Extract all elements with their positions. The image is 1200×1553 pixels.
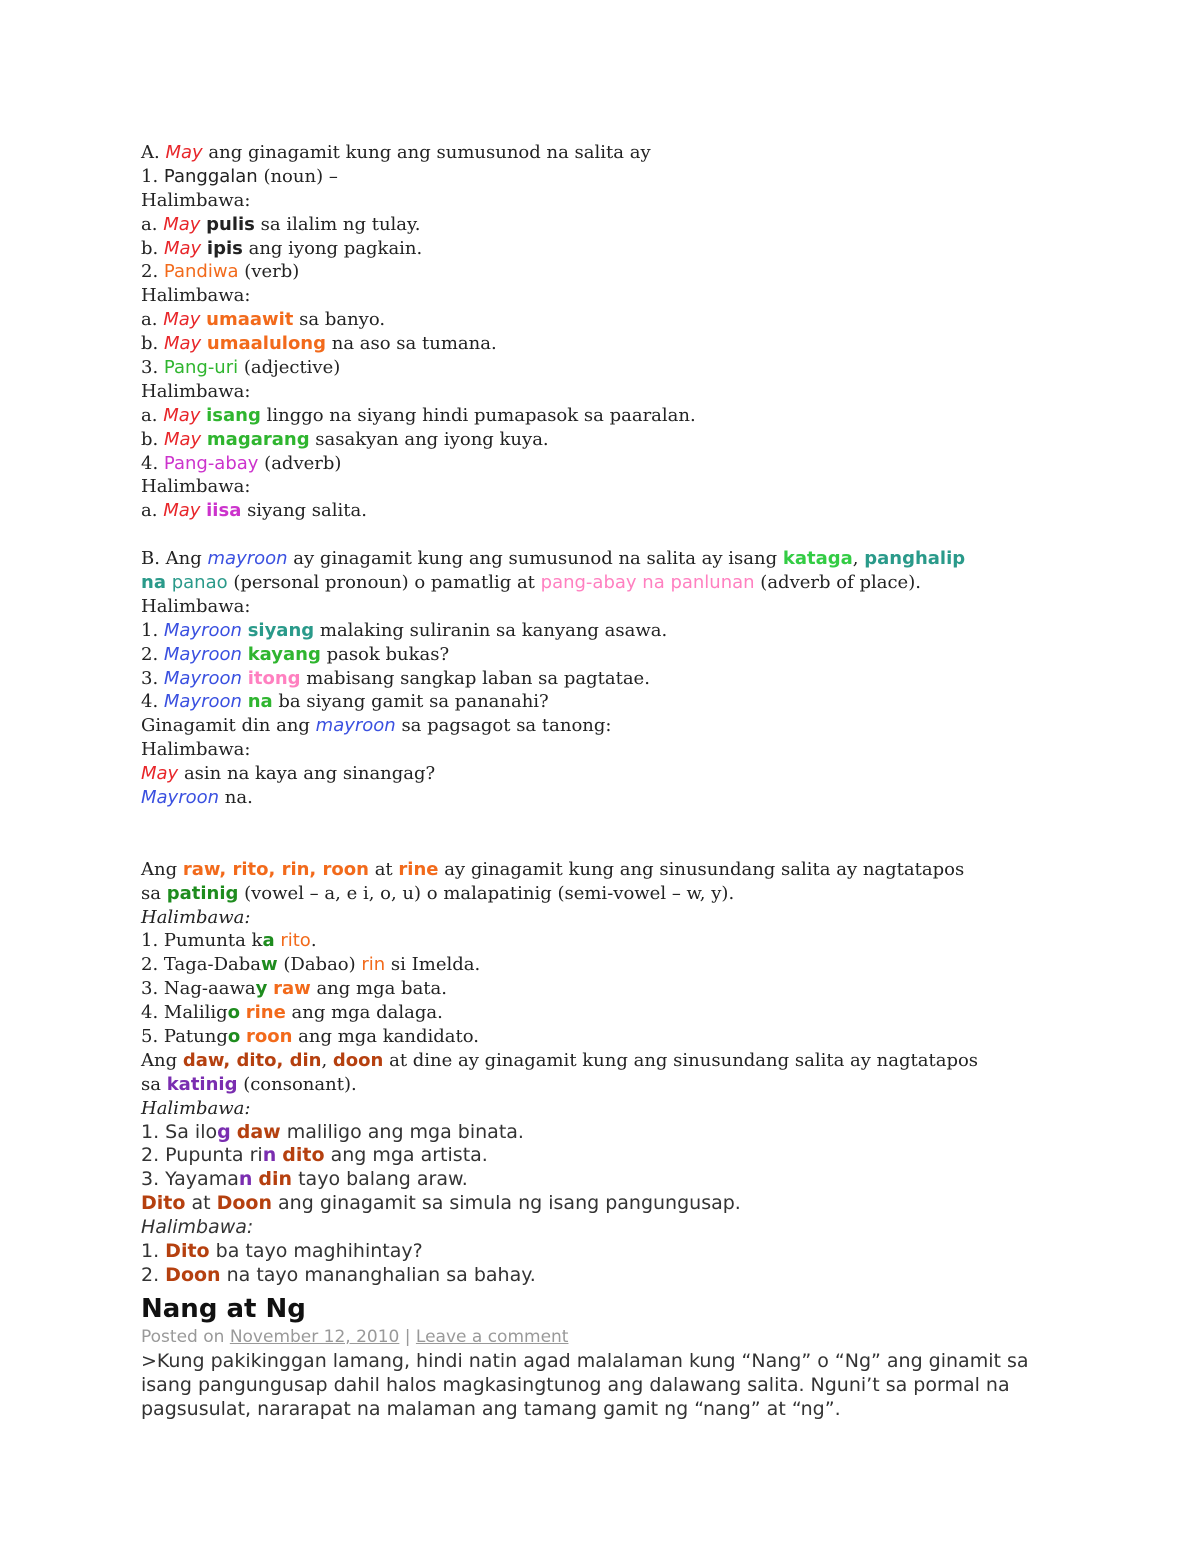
text-run: asin na kaya ang sinangag? (178, 763, 436, 785)
highlighted-word: Dito (165, 1239, 210, 1262)
highlighted-word: o (227, 1025, 241, 1047)
highlighted-word: Mayroon (163, 619, 242, 641)
text-run: 2. Pupunta ri (141, 1144, 263, 1167)
highlighted-word: May (163, 500, 201, 522)
text-line (141, 1001, 1081, 1025)
text-line (141, 1121, 1081, 1145)
text-run: (vowel – a, e i, o, u) o malapatinig (semi-vowel – w, y). (238, 882, 735, 904)
text-run: 3. (141, 667, 164, 689)
highlighted-word: rine (245, 1002, 286, 1024)
highlighted-word: na (247, 691, 273, 713)
text-run: B. Ang (141, 548, 208, 570)
highlighted-word: isang (206, 404, 261, 426)
highlighted-word: Doon (165, 1263, 221, 1286)
text-run: ang mga bata. (310, 978, 447, 1000)
highlighted-word: May (141, 763, 179, 785)
post-body: >Kung pakikinggan lamang, hindi natin agad malalaman kung “Nang” o “Ng” ang ginamit sa isang pangungusap dahil halos magkasingtunog ang dalawang salita. Nguni’t sa pormal na pagsusulat, nararapat na malaman ang tamang gamit ng “nang” at “ng”. (141, 1349, 1029, 1420)
text-line (141, 738, 1081, 762)
text-run: 1. (141, 165, 164, 187)
text-run: sa ilalim ng tulay. (254, 213, 421, 235)
text-run: na aso sa tumana. (326, 333, 497, 355)
text-run: Halimbawa: (141, 1097, 251, 1119)
highlighted-word: mayroon (315, 715, 396, 737)
text-run: 1. (141, 619, 164, 641)
text-run: Halimbawa: (141, 380, 251, 402)
text-run: . (310, 930, 317, 952)
text-line (141, 1168, 1081, 1192)
text-run: a. (141, 213, 164, 235)
highlighted-word: kayang (247, 643, 321, 665)
text-line (141, 714, 1081, 738)
highlighted-word: Dito (141, 1192, 186, 1215)
highlighted-word: o (227, 1002, 240, 1024)
leave-comment-link[interactable]: Leave a comment (415, 1326, 569, 1347)
text-line (141, 1216, 1081, 1240)
text-run: malaking suliranin sa kanyang asawa. (314, 619, 668, 641)
text-run: a. (141, 404, 164, 426)
text-run: at dine ay ginagamit kung ang sinusundang salita ay nagtatapos (383, 1049, 979, 1071)
text-run: 3. Yayama (141, 1168, 239, 1191)
text-line (141, 332, 1081, 356)
text-run: ay ginagamit kung ang sumusunod na salita ay isang (287, 548, 783, 570)
text-run: 2. Taga-Daba (141, 954, 261, 976)
text-line (141, 786, 1081, 810)
highlighted-word: rin (361, 954, 386, 976)
text-run: , (852, 548, 865, 570)
text-line (141, 475, 1081, 499)
text-run: Ang (141, 858, 183, 880)
highlighted-word: iisa (206, 500, 242, 522)
text-run: sa (141, 1073, 167, 1095)
text-run: Halimbawa: (141, 595, 251, 617)
highlighted-word: magarang (206, 428, 310, 450)
text-run: ang iyong pagkain. (242, 237, 423, 259)
text-line (141, 929, 1081, 953)
text-run: A. (141, 142, 166, 163)
text-line (141, 667, 1081, 691)
text-run: Ginagamit din ang (141, 715, 316, 737)
text-line (141, 571, 1081, 595)
text-run: 3. (141, 357, 164, 379)
highlighted-word: Doon (216, 1192, 272, 1215)
highlighted-word: panghalip (864, 548, 966, 570)
post-meta (141, 1326, 1081, 1349)
text-run: 2. (141, 261, 164, 283)
highlighted-word: Pang-uri (163, 357, 239, 379)
highlighted-word: rine (398, 858, 439, 880)
text-line (141, 404, 1081, 428)
highlighted-word: Mayroon (163, 643, 242, 665)
highlighted-word: May (163, 333, 202, 355)
text-line (141, 882, 1081, 906)
text-run: siyang salita. (241, 500, 367, 522)
highlighted-word: mayroon (207, 548, 288, 570)
text-line (141, 1049, 1081, 1073)
text-run: si Imelda. (385, 954, 481, 976)
text-run: a. (141, 309, 164, 331)
highlighted-word: g (217, 1120, 231, 1143)
text-line (141, 284, 1081, 308)
text-line (141, 189, 1081, 213)
grammar-notes (141, 141, 1081, 1288)
text-run: sa banyo. (293, 309, 386, 331)
text-run: na tayo mananghalian sa bahay. (220, 1263, 536, 1286)
highlighted-word: pulis (206, 213, 255, 235)
highlighted-word: daw (236, 1120, 281, 1143)
highlighted-word: May (163, 213, 201, 235)
highlighted-word: din (258, 1168, 293, 1191)
text-line (141, 690, 1081, 714)
text-line (141, 762, 1081, 786)
highlighted-word: May (163, 404, 201, 426)
text-run: (consonant). (237, 1073, 357, 1095)
text-line (141, 1025, 1081, 1049)
text-run: 4. Malilig (141, 1002, 228, 1024)
text-run: , (321, 1049, 333, 1071)
text-line (141, 213, 1081, 237)
text-run: maliligo ang mga binata. (280, 1120, 524, 1143)
highlighted-word: roon (245, 1025, 293, 1047)
text-run: (adjective) (238, 357, 341, 379)
text-line (141, 643, 1081, 667)
text-run: 3. Nag-aawa (141, 978, 256, 1000)
text-run: b. (141, 333, 164, 355)
text-run: ang mga dalaga. (285, 1002, 443, 1024)
document-page (141, 141, 1081, 1421)
text-run: at (185, 1192, 217, 1215)
highlighted-word: May (163, 428, 202, 450)
highlighted-word: Mayroon (163, 691, 242, 713)
text-line (141, 1144, 1081, 1168)
highlighted-word: Mayroon (141, 787, 220, 809)
text-run: ang ginagamit kung ang sumusunod na salita ay (202, 142, 651, 163)
text-run: Halimbawa: (141, 906, 251, 928)
text-line (141, 165, 1081, 189)
highlighted-word: May (165, 142, 203, 163)
text-run: sa pagsagot sa tanong: (395, 715, 612, 737)
highlighted-word: doon (332, 1049, 384, 1071)
highlighted-word: May (163, 237, 202, 259)
text-run: (adverb) (258, 452, 342, 474)
posted-on-label: Posted on (141, 1326, 225, 1347)
text-line (141, 237, 1081, 261)
text-run: a. (141, 500, 164, 522)
text-run: na. (219, 787, 253, 809)
text-run: ang mga kandidato. (292, 1025, 479, 1047)
text-run: ba siyang gamit sa pananahi? (272, 691, 549, 713)
highlighted-word: pang-abay na panlunan (540, 572, 755, 594)
highlighted-word: Pandiwa (163, 261, 239, 283)
highlighted-word: daw, dito, din (182, 1049, 322, 1071)
post-title: Nang at Ng (141, 1293, 306, 1324)
highlighted-word: kataga (782, 548, 853, 570)
highlighted-word: patinig (166, 882, 239, 904)
text-run: Halimbawa: (141, 476, 251, 498)
text-run: linggo na siyang hindi pumapasok sa paaralan. (260, 404, 696, 426)
highlighted-word: n (238, 1168, 253, 1191)
blank-line (141, 523, 1081, 547)
text-run: (Dabao) (277, 954, 362, 976)
highlighted-word: katinig (166, 1073, 238, 1095)
text-run: Halimbawa: (141, 1216, 254, 1239)
text-line (141, 356, 1081, 380)
text-run: 1. Sa ilo (141, 1120, 218, 1143)
text-line (141, 428, 1081, 452)
text-run: Ang (141, 1049, 183, 1071)
text-line (141, 1097, 1081, 1121)
text-run: ay ginagamit kung ang sinusundang salita ay nagtatapos (438, 858, 965, 880)
meta-separator: | (404, 1326, 411, 1347)
text-run: sasakyan ang iyong kuya. (309, 428, 549, 450)
highlighted-word: w (261, 954, 278, 976)
text-run: Halimbawa: (141, 285, 251, 307)
text-line (141, 547, 1081, 571)
highlighted-word: Panggalan (163, 165, 258, 187)
text-line (141, 499, 1081, 523)
post-date-link[interactable]: November 12, 2010 (229, 1326, 400, 1347)
text-run: b. (141, 428, 164, 450)
text-run: ba tayo maghihintay? (209, 1239, 423, 1262)
highlighted-word: y (255, 978, 268, 1000)
highlighted-word: Mayroon (163, 667, 242, 689)
text-run: b. (141, 237, 164, 259)
highlighted-word: May (163, 309, 201, 331)
text-line (141, 1073, 1081, 1097)
text-run: ang mga artista. (324, 1144, 488, 1167)
text-run: 4. (141, 691, 164, 713)
text-line (141, 1264, 1081, 1288)
text-line (141, 452, 1081, 476)
highlighted-word: rito (280, 930, 311, 952)
text-line (141, 1192, 1081, 1216)
text-run: pasok bukas? (320, 643, 450, 665)
text-line (141, 380, 1081, 404)
text-run: 4. (141, 452, 164, 474)
text-line (141, 260, 1081, 284)
text-line (141, 977, 1081, 1001)
highlighted-word: dito (282, 1144, 325, 1167)
text-run: 1. (141, 1239, 166, 1262)
text-line (141, 595, 1081, 619)
highlighted-word: ipis (206, 237, 243, 259)
text-run: Halimbawa: (141, 739, 251, 761)
text-run: 5. Patung (141, 1025, 228, 1047)
text-line (141, 858, 1081, 882)
highlighted-word: umaawit (206, 309, 294, 331)
text-run: (adverb of place). (754, 572, 921, 594)
highlighted-word: itong (247, 667, 301, 689)
text-line (141, 906, 1081, 930)
text-run: ang ginagamit sa simula ng isang pangungusap. (272, 1192, 741, 1215)
highlighted-word: a (262, 930, 275, 952)
text-run: (personal pronoun) o pamatlig at (227, 572, 541, 594)
text-line (141, 619, 1081, 643)
text-run: (noun) – (257, 165, 338, 187)
text-line (141, 308, 1081, 332)
highlighted-word: Pang-abay (163, 452, 259, 474)
highlighted-word: na (141, 572, 166, 594)
text-run: mabisang sangkap laban sa pagtatae. (300, 667, 650, 689)
highlighted-word: panao (171, 572, 228, 594)
text-line (141, 1240, 1081, 1264)
text-line (141, 141, 1081, 165)
text-run: 2. (141, 1263, 166, 1286)
text-run: at (368, 858, 399, 880)
text-run: tayo balang araw. (292, 1168, 468, 1191)
highlighted-word: umaalulong (206, 333, 327, 355)
text-line (141, 953, 1081, 977)
highlighted-word: siyang (247, 619, 315, 641)
text-run: sa (141, 882, 167, 904)
blank-line (141, 810, 1081, 858)
text-run: 1. Pumunta k (141, 930, 263, 952)
text-run: Halimbawa: (141, 189, 251, 211)
text-run: (verb) (238, 261, 300, 283)
text-run: 2. (141, 643, 164, 665)
highlighted-word: raw (273, 978, 311, 1000)
highlighted-word: raw, rito, rin, roon (182, 858, 369, 880)
highlighted-word: n (262, 1144, 277, 1167)
